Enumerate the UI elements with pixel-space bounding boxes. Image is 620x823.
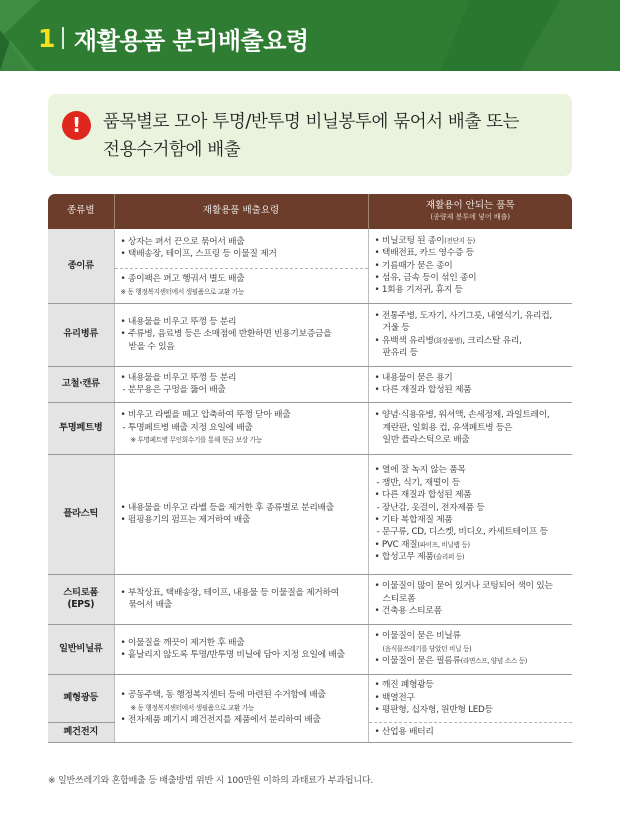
header-method: 재활용품 배출요령 [114,194,368,229]
nonrecyclable-note: (음식물쓰레기를 담았던 비닐 등) [382,644,472,653]
method-cell [114,624,368,674]
method-line: • 전자제품 폐기시 폐건전지를 제품에서 분리하여 배출 [120,715,321,726]
nonrecyclable-line: • 평판형, 십자형, 원반형 LED등 [374,705,493,716]
method-note: ※ 동 행정복지센터에서 생필품으로 교환 가능 [120,287,244,296]
nonrecyclable-cell [368,674,572,722]
nonrecyclable-line: • 깨진 폐형광등 [374,680,434,691]
category-lamp: 폐형광등 [48,674,114,722]
nonrecyclable-note: (화장품병) [433,336,463,345]
nonrecyclable-line: • 다른 재질과 합성된 제품 [374,490,472,501]
nonrecyclable-line: • 1회용 기저귀, 휴지 등 [374,285,463,296]
nonrecyclable-line: - 장난감, 옷걸이, 전자제품 등 [376,502,485,513]
nonrecyclable-text: • 유백색 유리병 [374,335,434,346]
method-line: - 분무용은 구멍을 뚫어 배출 [122,385,226,395]
nonrecyclable-line: • 내용물이 묻은 용기 [374,372,453,383]
header-nonrecyclable-label: 재활용이 안되는 품목 [425,200,515,212]
header-category: 종류별 [48,194,114,229]
nonrecyclable-cell [368,366,572,402]
nonrecyclable-text: • 이물질이 묻은 필름류 [374,656,461,667]
nonrecyclable-note: (슬리퍼 등) [433,553,465,562]
section-number: 1 [38,23,56,53]
nonrecyclable-line: 일반 플라스틱으로 배출 [382,435,470,446]
nonrecyclable-line [375,655,567,667]
nonrecyclable-line: • 섬유, 금속 등이 섞인 종이 [374,272,477,283]
category-glass: 유리병류 [48,303,114,366]
nonrecyclable-line [375,539,567,551]
method-line: 받을 수 있음 [128,341,175,352]
method-note: ※ 투명페트병 무인회수기를 통해 현금 보상 가능 [130,436,262,445]
nonrecyclable-line [375,235,567,247]
nonrecyclable-line: • 다른 재질과 합성된 제품 [374,385,472,395]
nonrecyclable-line: 거울 등 [382,323,410,334]
method-line: • 이물질을 깨끗이 제거한 후 배출 [120,637,245,648]
method-cell [114,268,368,303]
nonrecyclable-note: (라면스프, 양념 소스 등) [460,657,528,666]
method-line: • 내용물을 비우고 뚜껑 등 분리 [120,372,237,383]
section-title: 재활용품 분리배출요령 [73,26,309,55]
exclamation-icon: ! [62,111,91,140]
nonrecyclable-line: • 열에 잘 녹지 않는 품목 [374,465,466,476]
method-line: • 흩날리지 않도록 투명/반투명 비닐에 담아 지정 요일에 배출 [120,650,345,660]
page-header [0,0,620,71]
method-cell [114,402,368,454]
method-cell [114,574,368,624]
nonrecyclable-line: • 택배전표, 카드 영수증 등 [374,248,474,259]
footnote: ※ 일반쓰레기와 혼합배출 등 배출방법 위반 시 100만원 이하의 과태료가 부과됩니다. [48,776,373,786]
method-line: • 종이팩은 펴고 헹궈서 별도 배출 [120,274,245,285]
table-header-row [48,194,572,229]
table-row [48,454,572,574]
category-battery: 폐건전지 [48,722,114,742]
header-nonrecyclable [368,194,572,229]
table-row [48,366,572,402]
method-line: • 펌핑용기의 펌프는 제거하여 배출 [120,515,251,525]
category-paper: 종이류 [48,229,114,303]
notice-text [103,108,563,164]
table-row [48,574,572,624]
table-row [48,402,572,454]
nonrecyclable-line: • 백열전구 [374,692,415,703]
method-line: 묶어서 배출 [128,600,172,610]
nonrecyclable-line: • 기름때가 묻은 종이 [374,260,453,271]
nonrecyclable-cell [368,402,572,454]
nonrecyclable-line: • 산업용 배터리 [374,726,434,737]
nonrecyclable-cell [368,303,572,366]
nonrecyclable-line: 계란판, 일회용 컵, 유색페트병 등은 [382,422,513,433]
method-line: • 상자는 펴서 끈으로 묶어서 배출 [120,236,245,247]
method-note: ※ 동 행정복지센터에서 생필품으로 교환 가능 [130,703,254,712]
method-cell [114,229,368,268]
method-cell [114,674,368,742]
method-cell [114,366,368,402]
nonrecyclable-line: • 기타 복합재질 제품 [374,515,453,525]
nonrecyclable-line: 판유리 등 [382,347,418,358]
nonrecyclable-line: • 양념·식용유병, 워셔액, 손세정제, 과일트레이, [374,410,550,421]
notice-line: 품목별로 모아 투명/반투명 비닐봉투에 묶어서 배출 또는 [103,112,520,132]
nonrecyclable-line: • 건축용 스티로폼 [374,606,442,617]
title-divider [62,27,64,49]
nonrecyclable-cell [368,574,572,624]
method-line: - 투명페트병 배출 지정 요일에 배출 [122,422,253,433]
nonrecyclable-text: • 비닐코팅 된 종이 [374,235,445,246]
nonrecyclable-line [375,335,567,347]
nonrecyclable-line: 스티로폼 [382,593,416,604]
method-cell [114,454,368,574]
table-row [48,674,572,722]
category-styrofoam [48,574,114,624]
nonrecyclable-text: , 크리스탈 유리, [462,335,522,346]
method-cell [114,303,368,366]
page-title [38,18,309,58]
table-row [48,303,572,366]
method-line: • 부착상표, 택배송장, 테이프, 내용물 등 이물질을 제거하여 [120,587,339,598]
nonrecyclable-line: • 이물질이 묻은 비닐류 [374,631,461,642]
nonrecyclable-line [375,551,567,563]
method-line: • 주류병, 음료병 등은 소매점에 반환하면 빈용기보증금을 [120,329,332,340]
method-line: • 택배송장, 테이프, 스프링 등 이물질 제거 [120,249,277,260]
nonrecyclable-cell [368,229,572,303]
nonrecyclable-note: (파이프, 비닐랩 등) [417,540,470,549]
method-line: • 비우고 라벨을 떼고 압축하여 뚜껑 닫아 배출 [120,410,291,421]
table-row [48,624,572,674]
nonrecyclable-line: • 이물질이 많이 묻어 있거나 코팅되어 색이 있는 [374,581,553,592]
table-row [48,229,572,268]
notice-box [48,94,572,176]
nonrecyclable-text: • 합성고무 제품 [374,552,434,563]
method-line: • 내용물을 비우고 뚜껑 등 분리 [120,316,237,327]
nonrecyclable-line: - 문구류, CD, 디스켓, 비디오, 카세트테이프 등 [376,527,548,538]
header-nonrecyclable-sub: (종량제 봉투에 넣어 배출) [430,213,511,222]
category-pet: 투명페트병 [48,402,114,454]
category-can: 고철·캔류 [48,366,114,402]
notice-line: 전용수거함에 배출 [103,140,241,160]
nonrecyclable-text: • PVC 재질 [374,539,418,550]
nonrecyclable-note: (전단지 등) [444,236,475,245]
nonrecyclable-cell [368,454,572,574]
nonrecyclable-cell [368,722,572,742]
nonrecyclable-line: • 전통주병, 도자기, 사기그릇, 내열식기, 유리컵, [374,310,552,321]
nonrecyclable-cell [368,624,572,674]
method-line: • 공동주택, 동 행정복지센터 등에 마련된 수거함에 배출 [120,690,326,701]
category-vinyl: 일반비닐류 [48,624,114,674]
method-line: • 내용물을 비우고 라벨 등을 제거한 후 종류별로 분리배출 [120,502,334,513]
category-label: (EPS) [67,599,95,610]
category-label: 스티로폼 [63,586,99,598]
category-plastic: 플라스틱 [48,454,114,574]
recycling-table [48,194,572,743]
nonrecyclable-line: - 쟁반, 식기, 재떨이 등 [376,477,460,488]
